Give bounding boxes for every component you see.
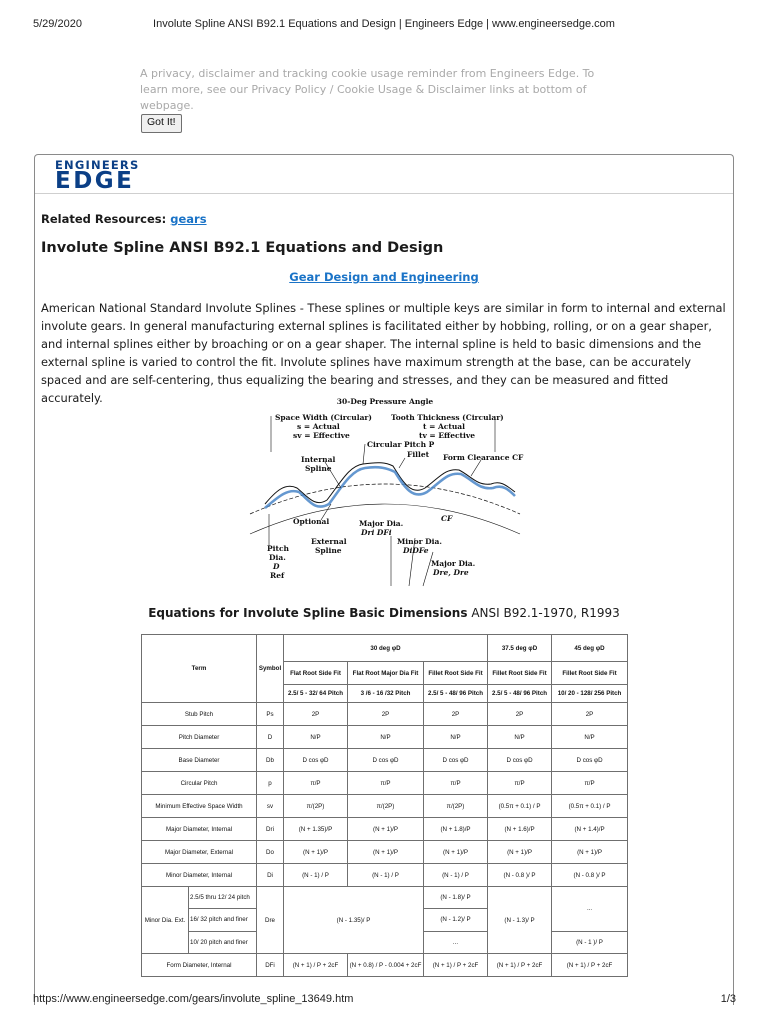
value-cell: (N + 1) / P + 2cF xyxy=(284,954,348,977)
symbol-cell: Db xyxy=(257,749,284,772)
value-cell: π/(2P) xyxy=(348,795,424,818)
minor-ext-row xyxy=(142,887,628,909)
header-row-angles xyxy=(142,635,628,662)
table-row xyxy=(142,703,628,726)
value-cell: (N + 1.4)/P xyxy=(552,818,628,841)
value-cell: (N + 1.8)/P xyxy=(424,818,488,841)
space-width-label: Space Width (Circular) xyxy=(275,413,372,422)
symbol-cell: Ps xyxy=(257,703,284,726)
tooth-thickness-label: Tooth Thickness (Circular) xyxy=(391,413,504,422)
pitch-range-cell: 16/ 32 pitch and finer xyxy=(189,909,257,932)
value-cell: (N + 1)/P xyxy=(348,841,424,864)
symbol-cell: D xyxy=(257,726,284,749)
cookie-notice-text: A privacy, disclaimer and tracking cookie usage reminder from Engineers Edge. To learn more, see our Privacy Policy / Cookie Usage & Disclaimer links at bottom of webpage. xyxy=(140,67,595,112)
value-cell: (N - 0.8 )/ P xyxy=(552,864,628,887)
symbol-cell: Dri xyxy=(257,818,284,841)
major-dia-ext-symbols: Dre, Dre xyxy=(433,568,469,577)
form-clearance-label: Form Clearance CF xyxy=(443,453,524,462)
header-symbol: Symbol xyxy=(257,635,284,703)
value-cell: (N + 0.8) / P - 0.004 + 2cF xyxy=(348,954,424,977)
value-cell: N/P xyxy=(552,726,628,749)
value-cell: π/P xyxy=(552,772,628,795)
print-page-title: Involute Spline ANSI B92.1 Equations and Design | Engineers Edge | www.engineersedge.com xyxy=(153,18,615,30)
value-cell: (N + 1)/P xyxy=(488,841,552,864)
value-cell: (0.5π + 0.1) / P xyxy=(552,795,628,818)
pitch-ref-label: Ref xyxy=(270,571,285,580)
pitch-dia-label: Dia. xyxy=(269,553,286,562)
logo-text-top: ENGINEERS xyxy=(55,158,140,172)
value-cell: π/P xyxy=(348,772,424,795)
header-37-5deg: 37.5 deg φD xyxy=(488,635,552,662)
fit-header: Fillet Root Side Fit xyxy=(488,662,552,685)
fit-header: Flat Root Side Fit xyxy=(284,662,348,685)
value-cell: (N - 0.8 )/ P xyxy=(488,864,552,887)
value-cell: 2P xyxy=(284,703,348,726)
engineers-edge-logo[interactable] xyxy=(55,160,155,192)
pitch-header: 2.5/ 5 - 48/ 96 Pitch xyxy=(424,685,488,703)
value-cell: (N - 1) / P xyxy=(424,864,488,887)
got-it-button[interactable]: Got It! xyxy=(141,114,182,133)
term-cell: Circular Pitch xyxy=(142,772,257,795)
pitch-range-cell: 2.5/5 thru 12/ 24 pitch xyxy=(189,887,257,909)
space-width-actual: s = Actual xyxy=(297,422,340,431)
value-cell: π/P xyxy=(424,772,488,795)
pitch-header: 10/ 20 - 128/ 256 Pitch xyxy=(552,685,628,703)
symbol-cell: Do xyxy=(257,841,284,864)
external-spline-label: Spline xyxy=(315,546,342,555)
diagram-title: 30-Deg Pressure Angle xyxy=(336,397,434,406)
value-cell: (N - 1) / P xyxy=(348,864,424,887)
merged-value-cell: (N - 1.3)/ P xyxy=(488,887,552,954)
pitch-label: Pitch xyxy=(267,544,289,553)
term-cell: Major Diameter, Internal xyxy=(142,818,257,841)
spline-diagram xyxy=(245,396,525,592)
term-cell: Minimum Effective Space Width xyxy=(142,795,257,818)
print-page-count: 1/3 xyxy=(720,993,736,1005)
value-cell: (N + 1.35)/P xyxy=(284,818,348,841)
header-45deg: 45 deg φD xyxy=(552,635,628,662)
value-cell: π/P xyxy=(284,772,348,795)
term-cell: Major Diameter, External xyxy=(142,841,257,864)
logo-text-bottom: EDGE xyxy=(55,168,135,194)
term-cell: Form Diameter, Internal xyxy=(142,954,257,977)
major-dia-symbols: Dri DFi xyxy=(361,528,392,537)
minor-ext-subtable xyxy=(142,887,256,953)
related-resources-label: Related Resources: xyxy=(41,212,167,226)
table-heading-bold: Equations for Involute Spline Basic Dimensions xyxy=(148,606,468,620)
header-term: Term xyxy=(142,635,257,703)
internal-label: Internal xyxy=(301,455,336,464)
value-cell: N/P xyxy=(284,726,348,749)
pitch-header: 3 /6 - 16 /32 Pitch xyxy=(348,685,424,703)
symbol-cell: p xyxy=(257,772,284,795)
fit-header: Flat Root Major Dia Fit xyxy=(348,662,424,685)
related-resources xyxy=(41,212,207,226)
value-cell: (N + 1)/P xyxy=(348,818,424,841)
tooth-thickness-actual: t = Actual xyxy=(423,422,465,431)
value-cell: π/(2P) xyxy=(424,795,488,818)
value-cell: (N + 1)/P xyxy=(552,841,628,864)
page-title: Involute Spline ANSI B92.1 Equations and Design xyxy=(41,240,444,256)
table-row xyxy=(142,954,628,977)
value-cell: ... xyxy=(424,931,488,953)
table-heading xyxy=(0,606,768,620)
value-cell: (N + 1) / P + 2cF xyxy=(488,954,552,977)
minor-dia-symbols: DiDFe xyxy=(403,546,429,555)
value-cell: (N - 1.2)/ P xyxy=(424,909,488,931)
table-row xyxy=(142,749,628,772)
merged-value-cell: (N - 1.35)/ P xyxy=(284,887,424,954)
intro-paragraph: American National Standard Involute Splines - These splines or multiple keys are similar in form to internal and external involute gears. In general manufacturing external splines is facilitated either by hobbing, rolling, or on a gear shaper, and internal splines either by broaching or on a gear shaper. The internal spline is held to basic dimensions and the external spline is varied to control the fit. Involute splines have maximum strength at the base, can be accurately spaced and are self-centering, thus equalizing the bearing and stresses, and they can be measured and fitted accurately. xyxy=(41,301,726,405)
minor-dia-label: Minor Dia. xyxy=(397,537,442,546)
print-date: 5/29/2020 xyxy=(33,18,82,30)
value-cell: 2P xyxy=(348,703,424,726)
gears-link[interactable]: gears xyxy=(170,212,207,226)
value-cell: (N + 1)/P xyxy=(284,841,348,864)
term-cell: Minor Diameter, Internal xyxy=(142,864,257,887)
term-cell xyxy=(142,887,257,954)
cf-label: CF xyxy=(441,514,453,523)
value-cell: π/(2P) xyxy=(284,795,348,818)
value-cell: D cos φD xyxy=(424,749,488,772)
internal-spline-label: Spline xyxy=(305,464,332,473)
logo-bar xyxy=(35,155,733,194)
value-cell: (N + 1)/P xyxy=(424,841,488,864)
print-url: https://www.engineersedge.com/gears/involute_spline_13649.htm xyxy=(33,993,354,1005)
value-cell: π/P xyxy=(488,772,552,795)
pitch-header: 2.5/ 5 - 48/ 96 Pitch xyxy=(488,685,552,703)
symbol-cell: Di xyxy=(257,864,284,887)
value-cell: (N - 1 )/ P xyxy=(552,931,628,953)
external-spline-profile xyxy=(265,467,515,508)
table-row xyxy=(142,772,628,795)
value-cell: (N - 1) / P xyxy=(284,864,348,887)
spline-equations-table xyxy=(141,634,628,977)
space-width-effective: sv = Effective xyxy=(293,431,350,440)
symbol-cell: sv xyxy=(257,795,284,818)
merged-value-cell: ... xyxy=(552,887,628,932)
tooth-thickness-effective: tv = Effective xyxy=(419,431,475,440)
table-heading-standard: ANSI B92.1-1970, R1993 xyxy=(467,606,620,620)
pitch-circle-arc xyxy=(250,484,520,514)
symbol-cell: Dre xyxy=(257,887,284,954)
fit-header: Fillet Root Side Fit xyxy=(552,662,628,685)
value-cell: (N + 1) / P + 2cF xyxy=(424,954,488,977)
term-cell: Pitch Diameter xyxy=(142,726,257,749)
value-cell: (N - 1.8)/ P xyxy=(424,887,488,909)
table-row xyxy=(142,841,628,864)
table-row xyxy=(142,795,628,818)
value-cell: D cos φD xyxy=(488,749,552,772)
value-cell: N/P xyxy=(424,726,488,749)
value-cell: (0.5π + 0.1) / P xyxy=(488,795,552,818)
symbol-cell: DFi xyxy=(257,954,284,977)
major-dia-ext-label: Major Dia. xyxy=(431,559,476,568)
value-cell: 2P xyxy=(488,703,552,726)
pitch-range-cell: 10/ 20 pitch and finer xyxy=(190,938,248,946)
header-30deg: 30 deg φD xyxy=(284,635,488,662)
circular-pitch-label: Circular Pitch P xyxy=(367,440,435,449)
optional-label: Optional xyxy=(293,517,330,526)
value-cell: (N + 1.6)/P xyxy=(488,818,552,841)
table-row xyxy=(142,726,628,749)
table-row xyxy=(142,864,628,887)
minor-ext-term: Minor Dia. Ext. xyxy=(142,887,189,953)
value-cell: (N + 1) / P + 2cF xyxy=(552,954,628,977)
table-row xyxy=(142,818,628,841)
table-body xyxy=(142,703,628,977)
term-cell: Base Diameter xyxy=(142,749,257,772)
fit-header: Fillet Root Side Fit xyxy=(424,662,488,685)
pitch-d-label: D xyxy=(273,562,280,571)
value-cell: D cos φD xyxy=(348,749,424,772)
pitch-header: 2.5/ 5 - 32/ 64 Pitch xyxy=(284,685,348,703)
value-cell: N/P xyxy=(488,726,552,749)
value-cell: D cos φD xyxy=(284,749,348,772)
external-label: External xyxy=(311,537,347,546)
value-cell: 2P xyxy=(552,703,628,726)
value-cell: N/P xyxy=(348,726,424,749)
value-cell: 2P xyxy=(424,703,488,726)
major-dia-label: Major Dia. xyxy=(359,519,404,528)
fillet-label: Fillet xyxy=(407,450,430,459)
gear-design-link[interactable]: Gear Design and Engineering xyxy=(289,270,479,284)
value-cell: D cos φD xyxy=(552,749,628,772)
term-cell: Stub Pitch xyxy=(142,703,257,726)
